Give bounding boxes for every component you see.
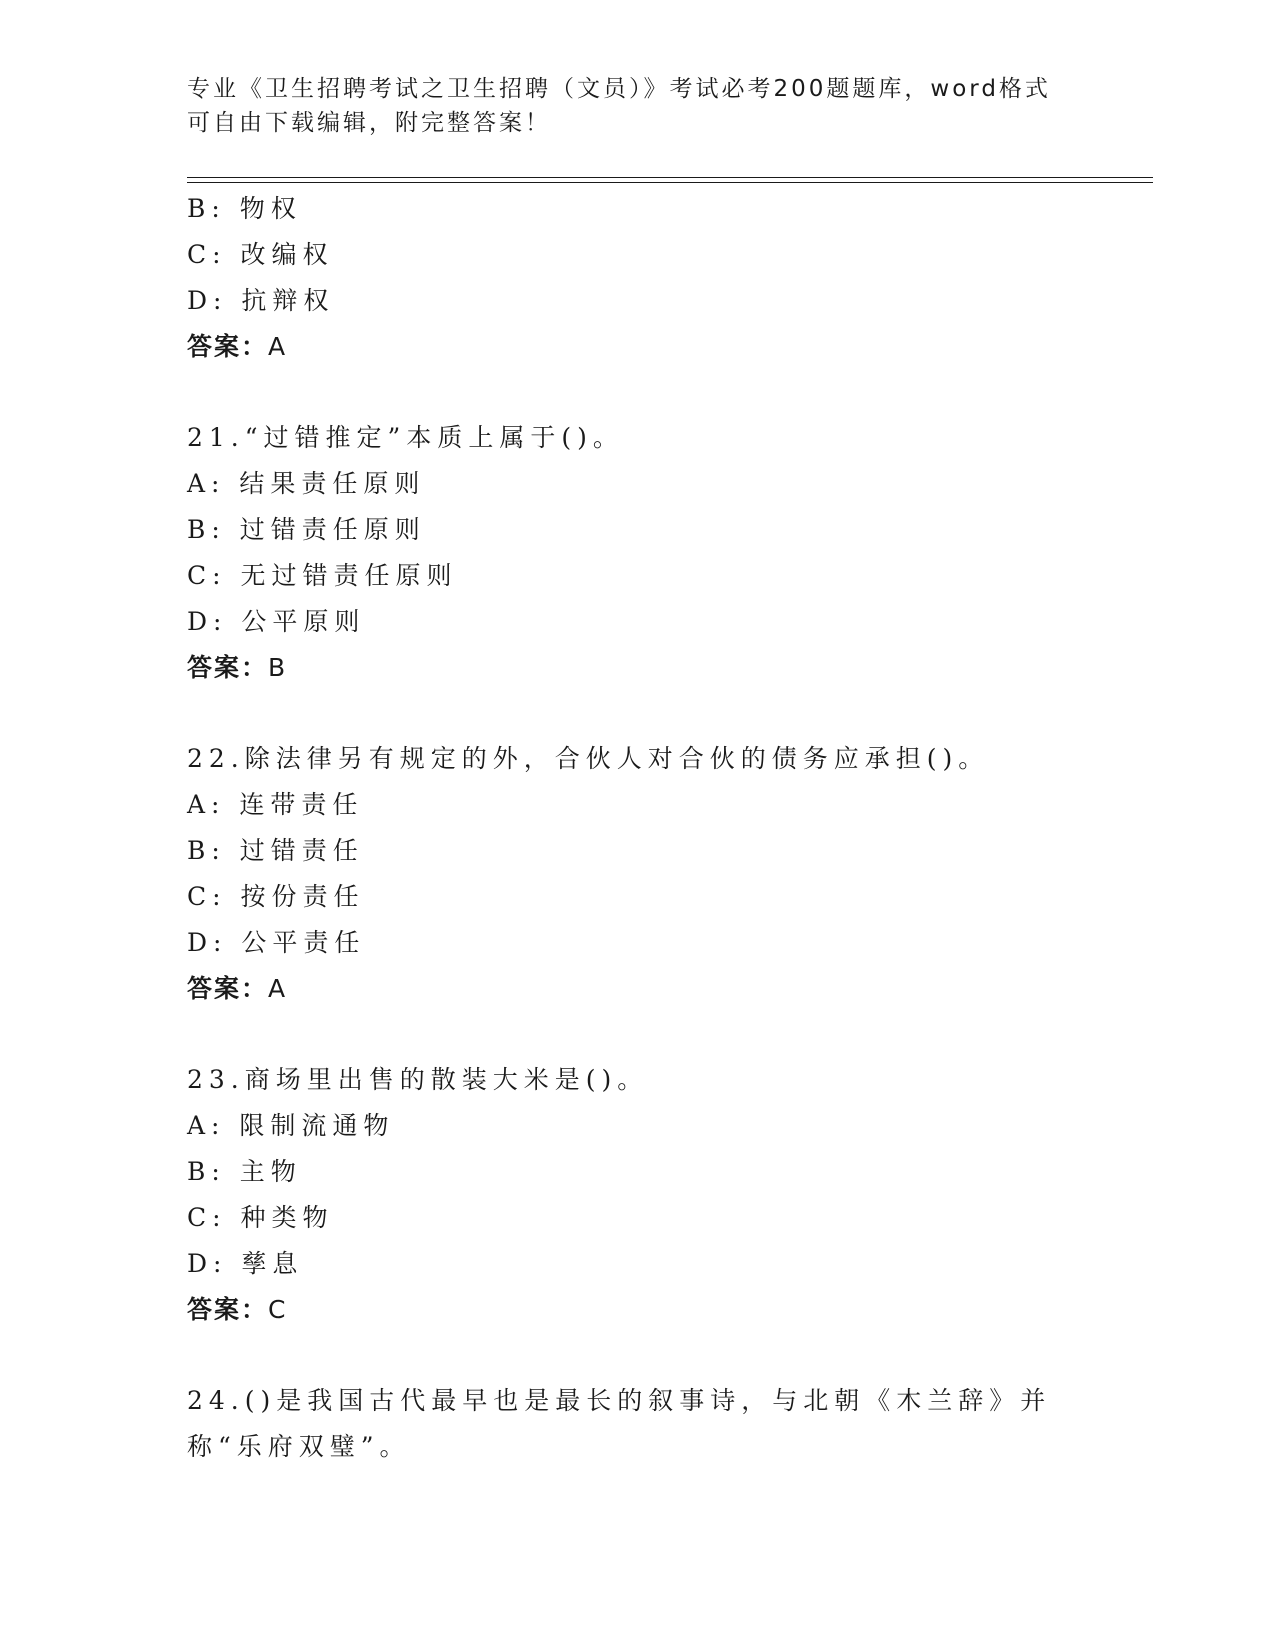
option-d: D: 抗辩权 xyxy=(187,286,335,315)
option-a: A: 连带责任 xyxy=(187,790,364,819)
answer-label: 答案： xyxy=(187,332,269,361)
option-d: D: 公平原则 xyxy=(187,607,366,636)
option-c: C: 改编权 xyxy=(187,240,334,269)
question-stem: 22.除法律另有规定的外，合伙人对合伙的债务应承担()。 xyxy=(187,744,990,773)
answer-label: 答案： xyxy=(187,653,269,682)
answer-label: 答案： xyxy=(187,1295,269,1324)
option-b: B: 过错责任 xyxy=(187,836,364,865)
answer-line xyxy=(187,324,1087,370)
option-b: B: 物权 xyxy=(187,194,302,223)
question-stem: 23.商场里出售的散装大米是()。 xyxy=(187,1065,649,1094)
option-b: B: 过错责任原则 xyxy=(187,515,426,544)
header-divider-bottom xyxy=(187,182,1153,183)
answer-line xyxy=(187,966,1087,1012)
question-stem: 21.“过错推定”本质上属于()。 xyxy=(187,423,624,452)
answer-line xyxy=(187,1287,1087,1333)
option-a: A: 结果责任原则 xyxy=(187,469,426,498)
answer-value: A xyxy=(268,974,286,1003)
document-header: 专业《卫生招聘考试之卫生招聘（文员）》考试必考200题题库，word格式可自由下载编辑，附完整答案！ xyxy=(187,76,1051,136)
option-c: C: 种类物 xyxy=(187,1203,334,1232)
option-a: A: 限制流通物 xyxy=(187,1111,395,1140)
answer-line xyxy=(187,645,1087,691)
answer-label: 答案： xyxy=(187,974,269,1003)
answer-value: A xyxy=(268,332,286,361)
option-c: C: 无过错责任原则 xyxy=(187,561,458,590)
option-b: B: 主物 xyxy=(187,1157,302,1186)
question-stem: 24.()是我国古代最早也是最长的叙事诗，与北朝《木兰辞》并称“乐府双璧”。 xyxy=(187,1386,1052,1461)
answer-value: C xyxy=(268,1295,286,1324)
question-list xyxy=(187,186,1087,1470)
option-d: D: 孳息 xyxy=(187,1249,304,1278)
option-d: D: 公平责任 xyxy=(187,928,366,957)
header-divider-top xyxy=(187,177,1153,178)
answer-value: B xyxy=(268,653,286,682)
option-c: C: 按份责任 xyxy=(187,882,365,911)
